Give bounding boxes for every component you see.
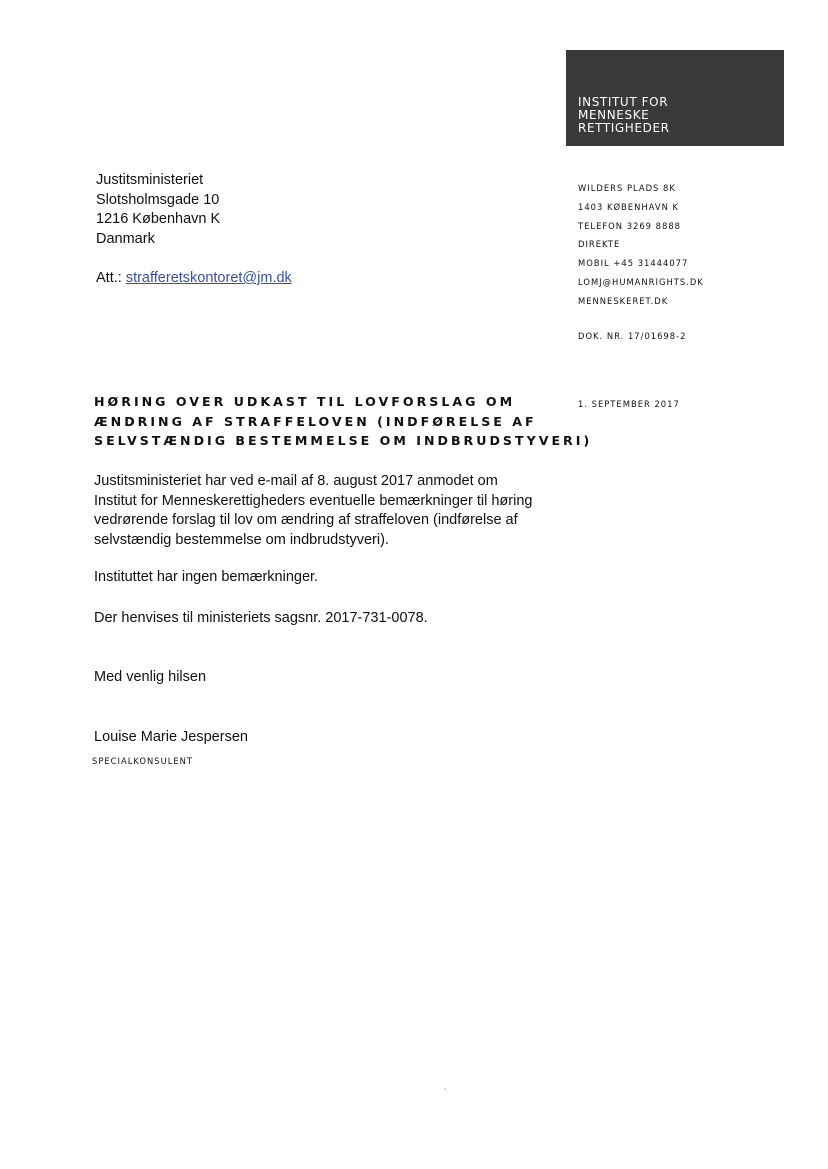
sender-phone: TELEFON 3269 8888 <box>578 220 681 231</box>
body-paragraph-1 <box>94 472 564 550</box>
document-number: DOK. NR. 17/01698-2 <box>578 331 687 341</box>
logo-line-1: INSTITUT FOR <box>578 95 669 109</box>
sender-city: 1403 KØBENHAVN K <box>578 201 680 212</box>
signer-title: SPECIALKONSULENT <box>92 756 194 766</box>
sender-street: WILDERS PLADS 8K <box>578 183 676 193</box>
subject-line-3: SELVSTÆNDIG BESTEMMELSE OM INDBRUDSTYVERI) <box>94 433 593 448</box>
sender-mobile: MOBIL +45 31444077 <box>578 258 689 269</box>
sender-email[interactable]: LOMJ@HUMANRIGHTS.DK <box>578 276 704 287</box>
recipient-country: Danmark <box>96 231 155 248</box>
sender-direct: DIREKTE <box>578 239 621 250</box>
institution-logo <box>566 50 784 146</box>
body-paragraph-2: Instituttet har ingen bemærkninger. <box>94 569 319 585</box>
signer-name: Louise Marie Jespersen <box>94 729 248 745</box>
logo-line-2: MENNESKE <box>578 108 650 122</box>
attention-label: Att.: <box>96 270 122 286</box>
body-paragraph-1-line: vedrørende forslag til lov om ændring af straffeloven (indførelse af <box>94 512 518 528</box>
body-paragraph-3: Der henvises til ministeriets sagsnr. 2017-731-0078. <box>94 610 428 626</box>
sender-contact-block <box>578 179 704 311</box>
sender-website[interactable]: MENNESKERET.DK <box>578 295 669 306</box>
attention-line <box>96 269 292 288</box>
body-paragraph-1-line: Institut for Menneskerettigheders eventuelle bemærkninger til høring <box>94 492 533 509</box>
body-paragraph-1-line: Justitsministeriet har ved e-mail af 8. august 2017 anmodet om <box>94 473 498 489</box>
scan-speck <box>444 1088 446 1090</box>
logo-line-3: RETTIGHEDER <box>578 121 670 135</box>
body-paragraph-1-line: selvstændig bestemmelse om indbrudstyveri). <box>94 531 389 548</box>
subject-line-1: HØRING OVER UDKAST TIL LOVFORSLAG OM <box>94 394 516 409</box>
closing-salutation: Med venlig hilsen <box>94 669 207 685</box>
attention-email-link[interactable]: strafferetskontoret@jm.dk <box>125 270 292 286</box>
letter-date: 1. SEPTEMBER 2017 <box>578 399 680 409</box>
recipient-name: Justitsministeriet <box>96 172 204 188</box>
subject-line-2: ÆNDRING AF STRAFFELOVEN (INDFØRELSE AF <box>94 413 537 429</box>
subject-heading <box>94 392 592 451</box>
recipient-street: Slotsholmsgade 10 <box>96 191 220 208</box>
recipient-city: 1216 København K <box>96 211 221 228</box>
recipient-address <box>96 171 220 250</box>
